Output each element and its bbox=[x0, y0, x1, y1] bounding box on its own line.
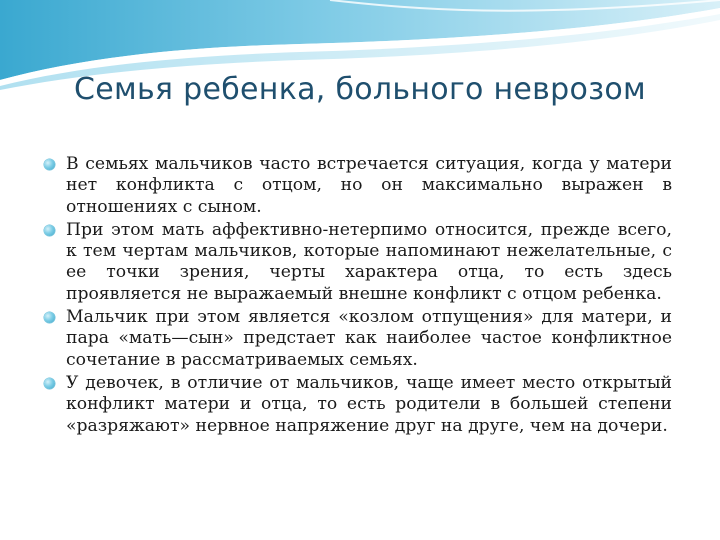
slide-title: Семья ребенка, больного неврозом bbox=[74, 72, 646, 107]
bullet-text: У девочек, в отличие от мальчиков, чаще имеет место открытый конфликт матери и отца, то есть родители в большей степени «разряжают» нервное напряжение друг на друге, чем на дочери. bbox=[66, 372, 672, 436]
round-bullet-icon bbox=[44, 159, 55, 170]
round-bullet-icon bbox=[44, 378, 55, 389]
bullet-item bbox=[44, 220, 672, 305]
bullet-list bbox=[44, 154, 672, 439]
bullet-text: В семьях мальчиков часто встречается ситуация, когда у матери нет конфликта с отцом, но он максимально выражен в отношениях с сыном. bbox=[66, 154, 672, 217]
bullet-item bbox=[44, 307, 672, 371]
round-bullet-icon bbox=[44, 225, 55, 236]
bullet-text: При этом мать аффективно-нетерпимо относится, прежде всего, к тем чертам мальчиков, которые напоминают нежелательные, с ее точки зрения, черты характера отца, то есть здесь проявляется не выражаемый внешне конфликт с отцом ребенка. bbox=[66, 219, 672, 304]
bullet-item bbox=[44, 373, 672, 437]
bullet-item bbox=[44, 154, 672, 218]
bullet-text: Мальчик при этом является «козлом отпущения» для матери, и пара «мать—сын» предстает как наиболее частое конфликтное сочетание в рассматриваемых семьях. bbox=[66, 307, 672, 370]
round-bullet-icon bbox=[44, 312, 55, 323]
